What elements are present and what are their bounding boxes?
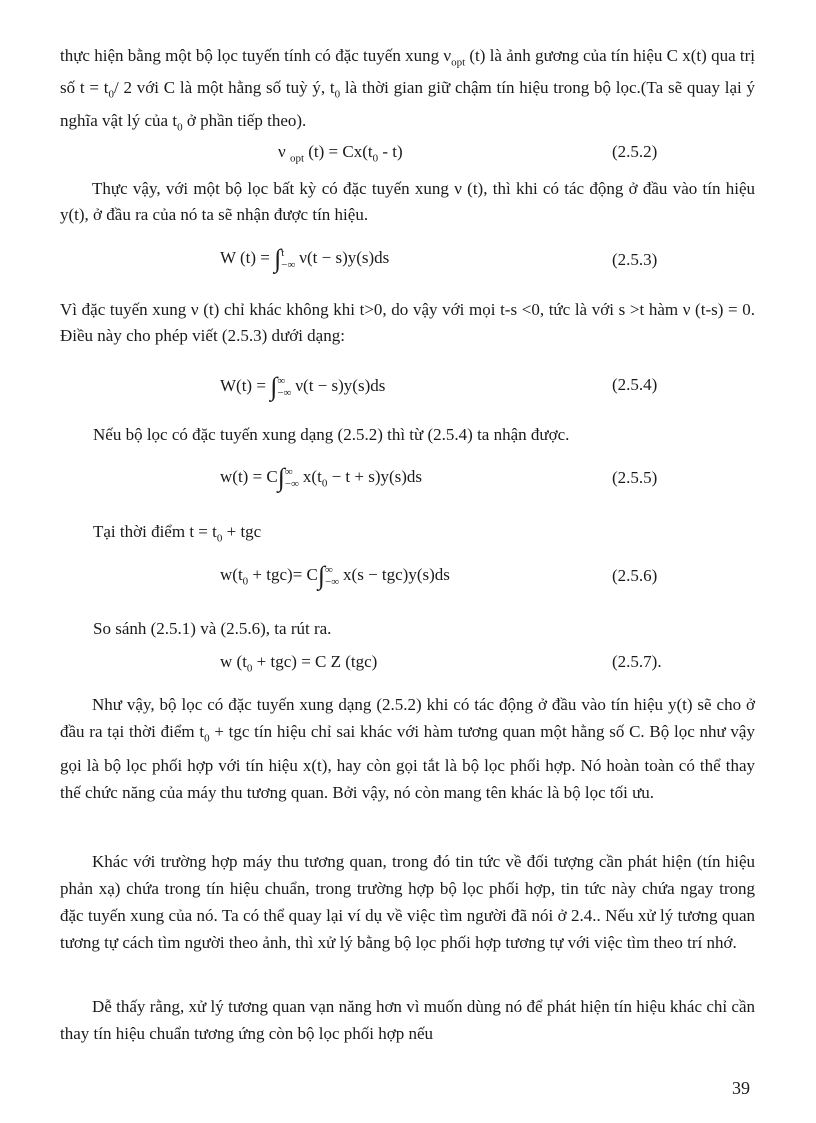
paragraph-4: Nếu bộ lọc có đặc tuyến xung dạng (2.5.2) thì từ (2.5.4) ta nhận được. (93, 425, 570, 444)
paragraph-3: Vì đặc tuyến xung ν (t) chỉ khác không khi t>0, do vậy với mọi t-s <0, tức là với s >t hàm ν (t-s) = 0. Điều này cho phép viết (2.5.3) dưới dạng: (60, 300, 755, 345)
equation-2-5-4: W(t) = ∫∞ −∞ ν(t − s)y(s)ds (220, 372, 386, 401)
subscript: 0 (216, 532, 223, 545)
equation-2-5-6: $w(t_0 + tgc)= C\int\infty$ −∞ x(s − tgc)y(s)ds (220, 561, 450, 590)
equation-2-5-2: ν $_{opt}$ $(t) = Cx(t_0 - t)$ (278, 142, 403, 165)
paragraph-5: Tại thời điểm $t = t_0$ + tgc (93, 522, 262, 545)
subscript: 0 (177, 121, 183, 134)
paragraph-9: Dễ thấy rằng, xử lý tương quan vạn năng hơn vì muốn dùng nó để phát hiện tín hiệu khác chỉ cần thay tín hiệu chuẩn tương ứng còn bộ lọc phối hợp nếu (60, 997, 755, 1043)
subscript: 0 (242, 575, 249, 588)
paragraph-6: So sánh (2.5.1) và (2.5.6), ta rút ra. (93, 619, 332, 638)
equation-number: (2.5.7). (612, 652, 662, 671)
page-number: 39 (732, 1078, 750, 1098)
equation-2-5-3: W (t) = ∫t −∞ ν(t − s)y(s)ds (220, 244, 390, 273)
equation-number: (2.5.5) (612, 468, 658, 487)
subscript: 0 (321, 477, 328, 490)
equation-number: (2.5.2) (612, 142, 658, 161)
subscript: 0 (246, 662, 253, 675)
subscript: opt (289, 152, 304, 165)
subscript: 0 (334, 88, 341, 101)
equation-2-5-5: w(t) = C∫∞ −∞ $x(t_0 - t + s)y(s)ds$ (220, 463, 423, 492)
paragraph-8: Khác với trường hợp máy thu tương quan, trong đó tin tức về đối tượng cần phát hiện (tín hiệu phản xạ) chứa trong tín hiệu chuẩn, trong trường hợp bộ lọc phối hợp, tin tức này chứa ngay trong đặc tuyến xung của nó. Ta có thể quay lại ví dụ về việc tìm người đã nói ở 2.4.. Nếu xử lý tương quan tương tự cách tìm người theo ảnh, thì xử lý bằng bộ lọc phối hợp tương tự với việc tìm theo trí nhớ. (60, 852, 755, 952)
paragraph-7: Như vậy, bộ lọc có đặc tuyến xung dạng (2.5.2) khi có tác động ở đầu vào tín hiệu y(t) sẽ cho ở đầu ra tại thời điểm $t_0$ + tgc tín hiệu chỉ sai khác với hàm tương quan một hằng số C. Bộ lọc như vậy gọi là bộ lọc phối hợp với tín hiệu x(t), hay còn gọi tắt là bộ lọc phối hợp. Nó hoàn toàn có thể thay thế chức năng của máy thu tương quan. Bởi vậy, nó còn mang tên khác là bộ lọc tối ưu. (60, 695, 755, 803)
subscript: 0 (204, 732, 210, 745)
paragraph-2: Thực vậy, với một bộ lọc bất kỳ có đặc tuyến xung ν (t), thì khi có tác động ở đầu vào tín hiệu y(t), ở đầu ra của nó ta sẽ nhận được tín hiệu. (60, 179, 755, 224)
subscript: 0 (372, 152, 379, 165)
paragraph-1: thực hiện bằng một bộ lọc tuyến tính có đặc tuyến xung $\nu_{opt}$ (t) là ảnh gương của tín hiệu C x(t) qua trị số $t = t_0/$ 2 với C là một hằng số tuỳ ý, $t_0$ là thời gian giữ chậm tín hiệu trong bộ lọc.(Ta sẽ quay lại ý nghĩa vật lý của $t_0$ ở phần tiếp theo). (60, 46, 755, 134)
equation-number: (2.5.3) (612, 250, 658, 269)
subscript: opt (451, 56, 466, 69)
equation-number: (2.5.6) (612, 566, 658, 585)
subscript: 0 (108, 88, 114, 101)
equation-number: (2.5.4) (612, 375, 658, 394)
equation-2-5-7: w $(t_0 + tgc) = C$ Z (tgc) (220, 652, 378, 675)
